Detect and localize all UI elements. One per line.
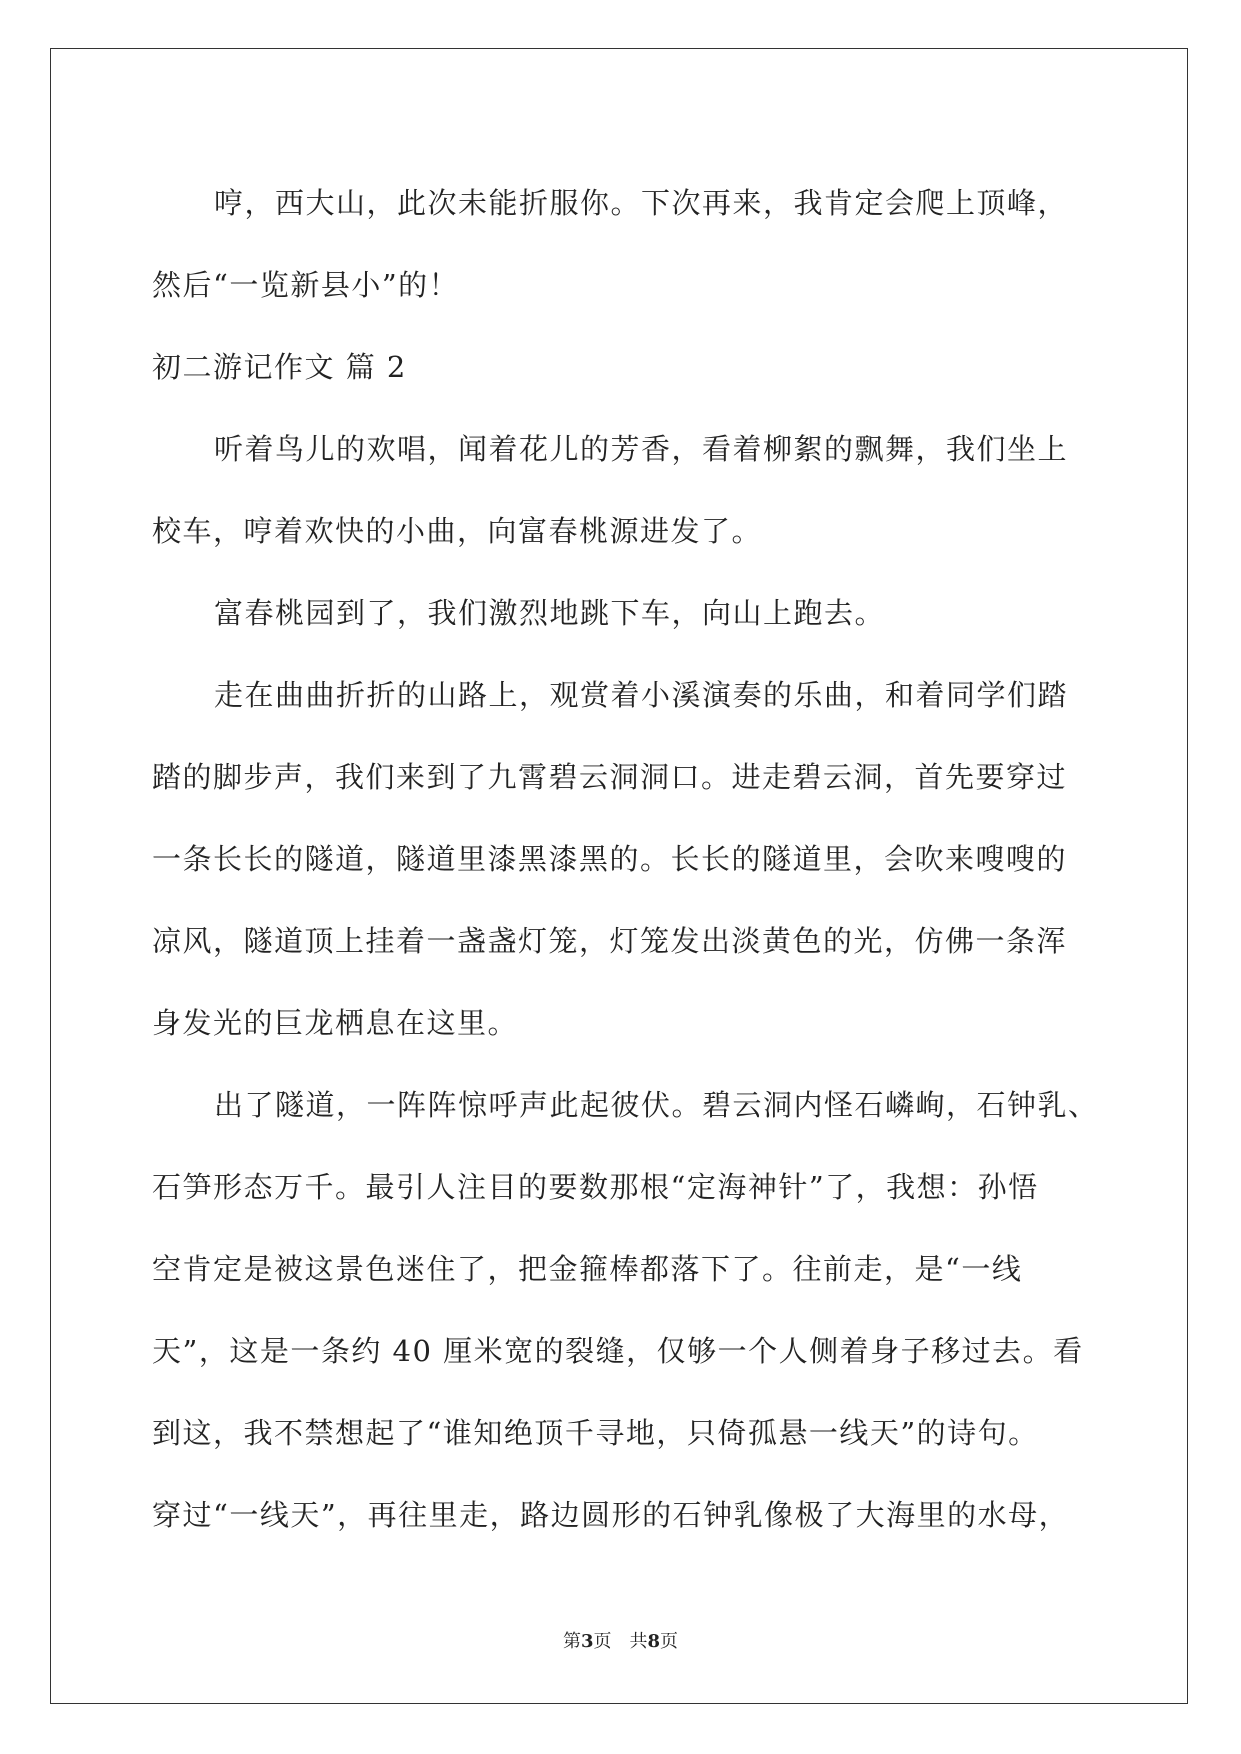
text-line: 校车，哼着欢快的小曲，向富春桃源进发了。 [152, 514, 763, 548]
text-line: 空肯定是被这景色迷住了，把金箍棒都落下了。往前走，是“一线 [152, 1252, 1023, 1286]
text-line: 石笋形态万千。最引人注目的要数那根“定海神针”了，我想：孙悟 [152, 1170, 1039, 1204]
text-line: 天”，这是一条约 40 厘米宽的裂缝，仅够一个人侧着身子移过去。看 [152, 1334, 1084, 1368]
document-body [152, 162, 1099, 1556]
text-line: 然后“一览新县小”的！ [152, 268, 460, 302]
section-heading: 初二游记作文 篇 2 [152, 350, 407, 384]
text-line: 踏的脚步声，我们来到了九霄碧云洞洞口。进走碧云洞，首先要穿过 [152, 760, 1068, 794]
page-prefix: 第 [562, 1631, 581, 1652]
text-line: 走在曲曲折折的山路上，观赏着小溪演奏的乐曲，和着同学们踏 [214, 678, 1069, 712]
text-line: 富春桃园到了，我们激烈地跳下车，向山上跑去。 [214, 596, 886, 630]
text-line: 到这，我不禁想起了“谁知绝顶千寻地，只倚孤悬一线天”的诗句。 [152, 1416, 1039, 1450]
page-number-footer [0, 1627, 1241, 1653]
text-line: 哼，西大山，此次未能折服你。下次再来，我肯定会爬上顶峰， [214, 186, 1069, 220]
page-mid: 页 共 [593, 1631, 648, 1652]
page-suffix: 页 [660, 1631, 679, 1652]
total-page-number: 8 [647, 1631, 661, 1652]
text-line: 身发光的巨龙栖息在这里。 [152, 1006, 519, 1040]
current-page-number: 3 [580, 1631, 594, 1652]
text-line: 听着鸟儿的欢唱，闻着花儿的芳香，看着柳絮的飘舞，我们坐上 [214, 432, 1069, 466]
text-line: 凉风，隧道顶上挂着一盏盏灯笼，灯笼发出淡黄色的光，仿佛一条浑 [152, 924, 1068, 958]
text-line: 出了隧道，一阵阵惊呼声此起彼伏。碧云洞内怪石嶙峋，石钟乳、 [214, 1088, 1099, 1122]
text-line: 一条长长的隧道，隧道里漆黑漆黑的。长长的隧道里，会吹来嗖嗖的 [152, 842, 1068, 876]
text-line: 穿过“一线天”，再往里走，路边圆形的石钟乳像极了大海里的水母， [152, 1498, 1070, 1532]
